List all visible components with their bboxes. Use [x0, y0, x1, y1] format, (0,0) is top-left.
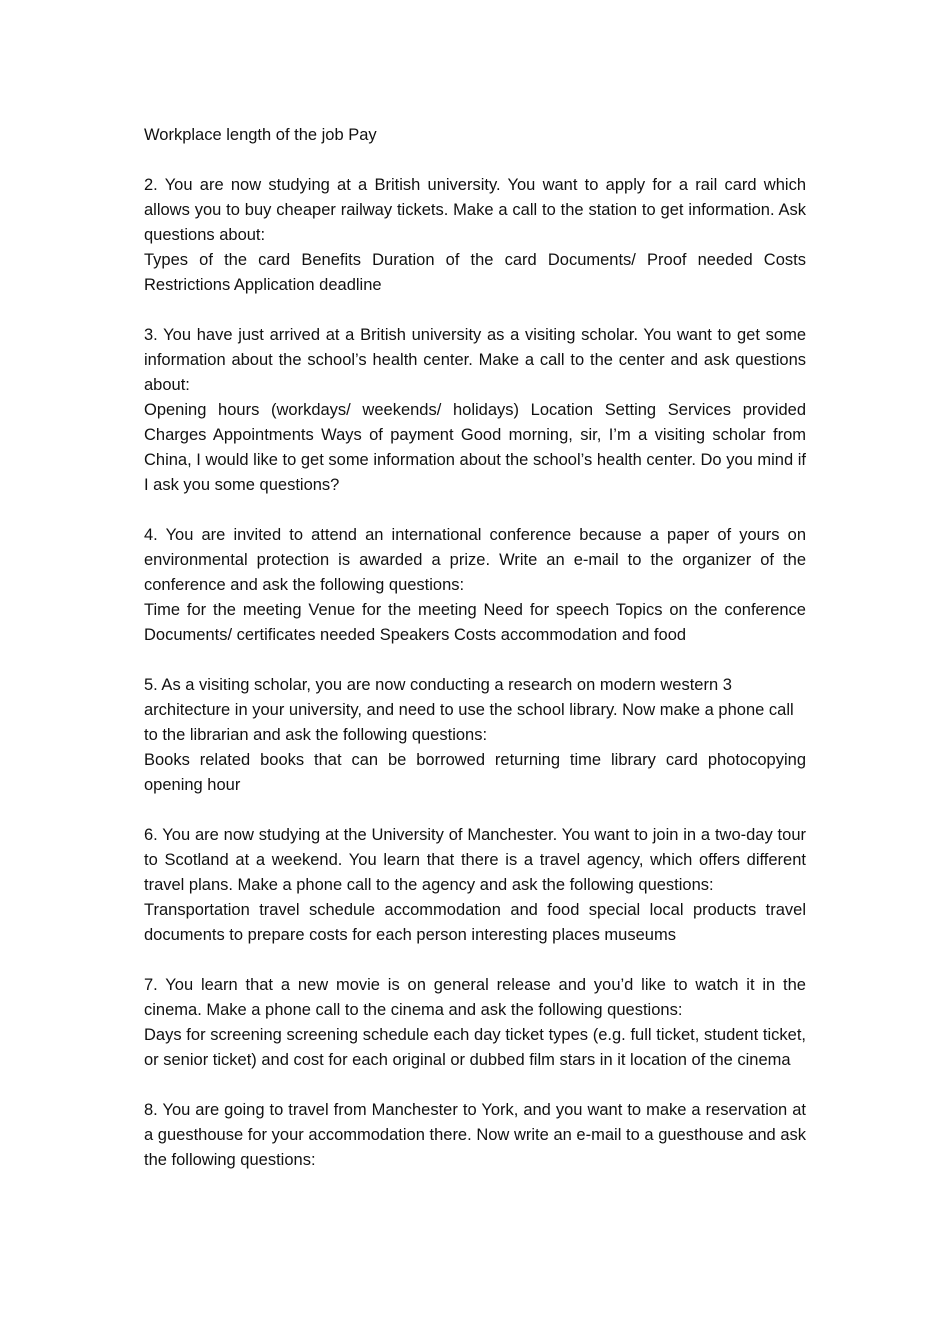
intro-line: Workplace length of the job Pay — [144, 126, 377, 144]
item-4-prompt: 4. You are invited to attend an international conference because a paper of yours on environmental protection is awarded a prize. Write an e-mail to the organizer of the conference and ask the following questions: — [144, 526, 806, 594]
item-8-prompt: 8. You are going to travel from Manchester to York, and you want to make a reservation at a guesthouse for your accommodation there. Now write an e-mail to a guesthouse and ask the following questions: — [144, 1101, 806, 1169]
item-2-topics: Types of the card Benefits Duration of the card Documents/ Proof needed Costs Restrictions Application deadline — [144, 251, 806, 294]
paragraph-gap — [144, 948, 806, 973]
paragraph-gap — [144, 498, 806, 523]
item-4-topics: Time for the meeting Venue for the meeting Need for speech Topics on the conference Documents/ certificates needed Speakers Costs accommodation and food — [144, 601, 806, 644]
paragraph-gap — [144, 798, 806, 823]
paragraph-gap — [144, 298, 806, 323]
paragraph-gap — [144, 648, 806, 673]
item-3-prompt: 3. You have just arrived at a British university as a visiting scholar. You want to get some information about the school’s health center. Make a call to the center and ask questions about: — [144, 326, 806, 394]
paragraph-gap — [144, 148, 806, 173]
item-5-prompt: 5. As a visiting scholar, you are now conducting a research on modern western 3 architecture in your university, and need to use the school library. Now make a phone call to the librarian and ask the following questions: — [144, 676, 794, 744]
item-2-prompt: 2. You are now studying at a British university. You want to apply for a rail card which allows you to buy cheaper railway tickets. Make a call to the station to get information. Ask questions about: — [144, 176, 806, 244]
item-6-prompt: 6. You are now studying at the University of Manchester. You want to join in a two-day tour to Scotland at a weekend. You learn that there is a travel agency, which offers different travel plans. Make a phone call to the agency and ask the following questions: — [144, 826, 806, 894]
item-7-prompt: 7. You learn that a new movie is on general release and you’d like to watch it in the cinema. Make a phone call to the cinema and ask the following questions: — [144, 976, 806, 1019]
item-3-topics: Opening hours (workdays/ weekends/ holidays) Location Setting Services provided Charges Appointments Ways of payment Good morning, sir, I’m a visiting scholar from China, I would like to get some information about the school’s health center. Do you mind if I ask you some questions? — [144, 401, 806, 494]
item-5-topics: Books related books that can be borrowed returning time library card photocopying opening hour — [144, 751, 806, 794]
item-7-topics: Days for screening screening schedule each day ticket types (e.g. full ticket, student ticket, or senior ticket) and cost for each original or dubbed film stars in it location of the cinema — [144, 1026, 806, 1069]
item-6-topics: Transportation travel schedule accommodation and food special local products travel documents to prepare costs for each person interesting places museums — [144, 901, 806, 944]
document-page — [144, 123, 806, 1173]
paragraph-gap — [144, 1073, 806, 1098]
